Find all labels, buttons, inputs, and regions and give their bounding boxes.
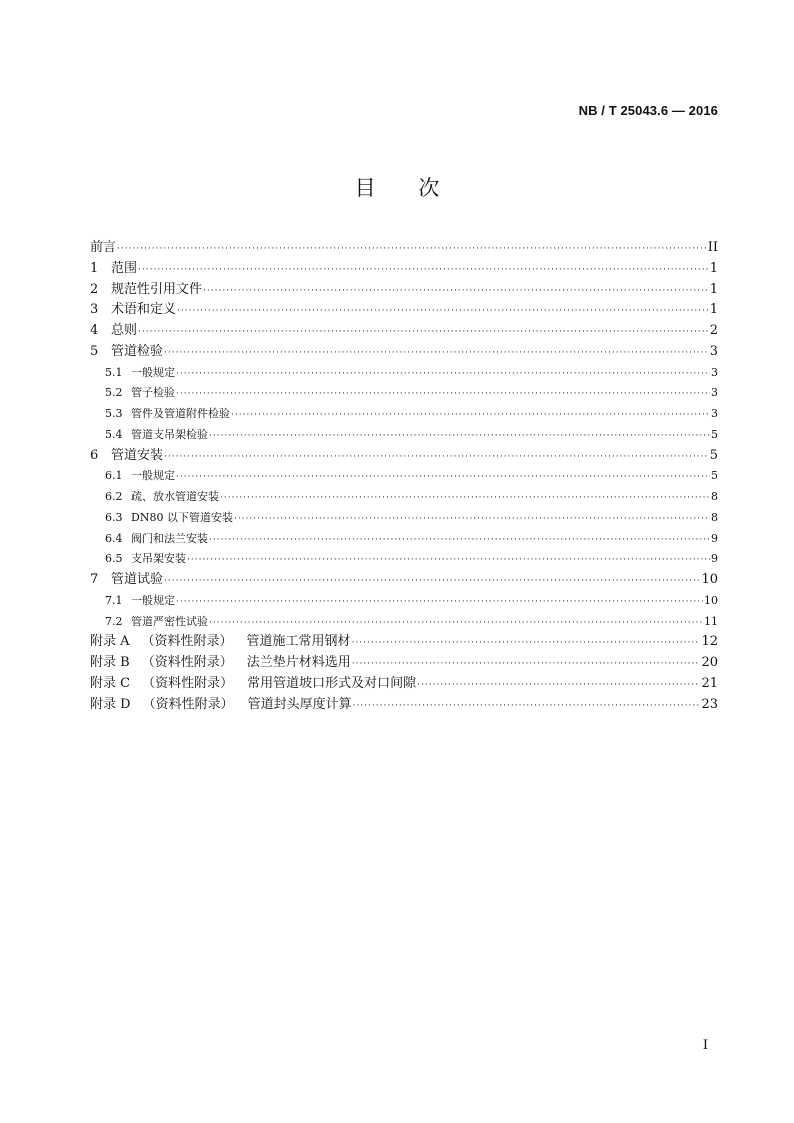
toc-entry[interactable] bbox=[90, 674, 718, 695]
toc-entry-label: 支吊架安装 bbox=[131, 552, 186, 566]
toc-entry-number: 附录 C bbox=[90, 675, 131, 691]
toc-entry-number: 7.1 bbox=[105, 593, 123, 607]
toc-entry[interactable] bbox=[90, 363, 718, 384]
toc-entry[interactable] bbox=[90, 529, 718, 550]
toc-entry-number: 7.2 bbox=[105, 614, 123, 628]
toc-entry-label: 疏、放水管道安装 bbox=[131, 490, 219, 503]
toc-entry-label: 常用管道坡口形式及对口间隙 bbox=[247, 675, 417, 691]
toc-entry-label: 术语和定义 bbox=[111, 302, 177, 318]
toc-entry-label: DN80 以下管道安装 bbox=[131, 510, 233, 524]
toc-leader-dots bbox=[164, 343, 709, 364]
toc-entry[interactable] bbox=[90, 466, 718, 487]
toc-entry[interactable] bbox=[90, 632, 718, 653]
toc-entry-page: 20 bbox=[701, 655, 718, 670]
toc-entry-label: 一般规定 bbox=[131, 593, 175, 607]
toc-leader-dots bbox=[353, 696, 701, 717]
toc-leader-dots bbox=[176, 384, 710, 405]
toc-entry-number: 5.2 bbox=[105, 386, 123, 400]
toc-entry-label: 管件及管道附件检验 bbox=[131, 407, 230, 420]
toc-entry-number: 3 bbox=[90, 302, 99, 318]
toc-entry-number: 6.1 bbox=[105, 469, 123, 483]
toc-entry-label: 规范性引用文件 bbox=[111, 281, 203, 297]
toc-entry[interactable] bbox=[90, 238, 718, 259]
toc-entry-number: 6.5 bbox=[105, 552, 123, 566]
toc-leader-dots bbox=[209, 426, 710, 447]
toc-entry-label: 一般规定 bbox=[131, 365, 175, 379]
toc-entry-label: 总则 bbox=[111, 323, 138, 338]
toc-entry-label: 管道安装 bbox=[111, 447, 164, 463]
toc-entry-page: 3 bbox=[711, 365, 718, 379]
toc-entry-label: 管道严密性试验 bbox=[131, 614, 208, 628]
title-char-left: 目 bbox=[354, 176, 376, 200]
toc-entry-number: 1 bbox=[90, 260, 99, 276]
toc-entry-annex-type: （资料性附录） bbox=[142, 696, 234, 712]
toc-entry[interactable] bbox=[90, 259, 718, 280]
toc-entry-label: 范围 bbox=[111, 260, 138, 276]
toc-entry-label: 管子检验 bbox=[131, 386, 175, 400]
toc-entry-page: 3 bbox=[709, 343, 718, 359]
toc-entry[interactable] bbox=[90, 487, 718, 508]
toc-entry-label: 管道试验 bbox=[111, 572, 164, 587]
toc-entry[interactable] bbox=[90, 300, 718, 321]
toc-entry-number: 4 bbox=[90, 323, 99, 338]
toc-entry[interactable] bbox=[90, 280, 718, 301]
toc-entry-annex-type: （资料性附录） bbox=[141, 634, 233, 650]
toc-entry-page: 11 bbox=[704, 614, 718, 628]
toc-entry-number: 7 bbox=[90, 572, 99, 587]
toc-entry-page: 5 bbox=[711, 427, 718, 441]
toc-entry[interactable] bbox=[90, 321, 718, 342]
toc-entry-page: 1 bbox=[709, 302, 718, 318]
toc-entry-number: 6.4 bbox=[105, 531, 123, 545]
title-char-right: 次 bbox=[418, 176, 440, 200]
toc-entry-page: 10 bbox=[701, 572, 718, 587]
toc-leader-dots bbox=[164, 571, 700, 592]
toc-leader-dots bbox=[176, 467, 710, 488]
toc-leader-dots bbox=[220, 488, 710, 509]
toc-entry-annex-type: （资料性附录） bbox=[142, 675, 234, 691]
page-title bbox=[0, 172, 794, 202]
toc-leader-dots bbox=[177, 301, 709, 322]
toc-entry-page: 23 bbox=[701, 696, 718, 712]
toc-entry[interactable] bbox=[90, 508, 718, 529]
toc-leader-dots bbox=[176, 592, 703, 613]
toc-entry-page: 8 bbox=[711, 490, 718, 503]
toc-entry[interactable] bbox=[90, 570, 718, 591]
toc-entry-label: 阀门和法兰安装 bbox=[131, 531, 208, 545]
toc-entry-page: 9 bbox=[711, 552, 718, 566]
toc-entry[interactable] bbox=[90, 404, 718, 425]
toc-entry-number: 5.1 bbox=[105, 365, 123, 379]
toc-entry-page: 5 bbox=[709, 447, 718, 463]
toc-entry-page: 9 bbox=[711, 531, 718, 545]
toc-entry-page: II bbox=[707, 240, 718, 255]
toc-leader-dots bbox=[138, 322, 709, 343]
toc-entry-number: 5.4 bbox=[105, 427, 123, 441]
toc-leader-dots bbox=[352, 633, 701, 654]
toc-leader-dots bbox=[231, 405, 710, 426]
toc-entry-label: 法兰垫片材料选用 bbox=[246, 655, 351, 670]
toc-entry-label: 管道施工常用钢材 bbox=[246, 634, 351, 650]
toc-entry-number: 6.3 bbox=[105, 510, 123, 524]
table-of-contents bbox=[90, 238, 718, 715]
toc-leader-dots bbox=[209, 613, 703, 634]
toc-entry[interactable] bbox=[90, 425, 718, 446]
toc-entry-label: 管道封头厚度计算 bbox=[247, 696, 352, 712]
standard-code: NB / T 25043.6 — 2016 bbox=[578, 103, 718, 118]
toc-entry-number: 5 bbox=[90, 343, 99, 359]
toc-leader-dots bbox=[203, 281, 709, 302]
page-number: I bbox=[702, 1038, 708, 1053]
toc-entry[interactable] bbox=[90, 342, 718, 363]
toc-entry-page: 3 bbox=[711, 407, 718, 420]
toc-entry-label: 管道检验 bbox=[111, 343, 164, 359]
toc-entry[interactable] bbox=[90, 653, 718, 674]
toc-entry-page: 3 bbox=[711, 386, 718, 400]
toc-entry-number: 6 bbox=[90, 447, 99, 463]
toc-entry-page: 8 bbox=[711, 510, 718, 524]
toc-entry-annex-type: （资料性附录） bbox=[141, 655, 233, 670]
toc-entry-page: 12 bbox=[701, 634, 718, 650]
toc-entry[interactable] bbox=[90, 383, 718, 404]
toc-entry-page: 1 bbox=[709, 281, 718, 297]
toc-entry[interactable] bbox=[90, 591, 718, 612]
toc-entry-page: 21 bbox=[701, 675, 718, 691]
toc-entry[interactable] bbox=[90, 549, 718, 570]
toc-leader-dots bbox=[352, 654, 701, 675]
toc-entry-label: 前言 bbox=[90, 240, 117, 255]
toc-entry-page: 1 bbox=[709, 260, 718, 276]
toc-leader-dots bbox=[117, 239, 707, 260]
toc-leader-dots bbox=[176, 364, 710, 385]
toc-entry[interactable] bbox=[90, 446, 718, 467]
toc-leader-dots bbox=[164, 447, 709, 468]
toc-leader-dots bbox=[234, 509, 710, 530]
toc-leader-dots bbox=[417, 675, 700, 696]
toc-entry-label: 管道支吊架检验 bbox=[131, 427, 208, 441]
toc-entry-number: 附录 A bbox=[90, 634, 130, 650]
toc-entry-label: 一般规定 bbox=[131, 469, 175, 483]
toc-entry[interactable] bbox=[90, 612, 718, 633]
toc-entry-page: 5 bbox=[711, 469, 718, 483]
toc-entry-number: 2 bbox=[90, 281, 99, 297]
toc-leader-dots bbox=[187, 550, 710, 571]
toc-leader-dots bbox=[209, 530, 710, 551]
toc-entry-page: 10 bbox=[704, 593, 718, 607]
toc-entry-number: 附录 B bbox=[90, 655, 130, 670]
toc-entry-page: 2 bbox=[709, 323, 718, 338]
toc-entry-number: 6.2 bbox=[105, 490, 123, 503]
toc-entry-number: 附录 D bbox=[90, 696, 131, 712]
toc-entry-number: 5.3 bbox=[105, 407, 123, 420]
toc-entry[interactable] bbox=[90, 695, 718, 716]
toc-leader-dots bbox=[138, 260, 709, 281]
